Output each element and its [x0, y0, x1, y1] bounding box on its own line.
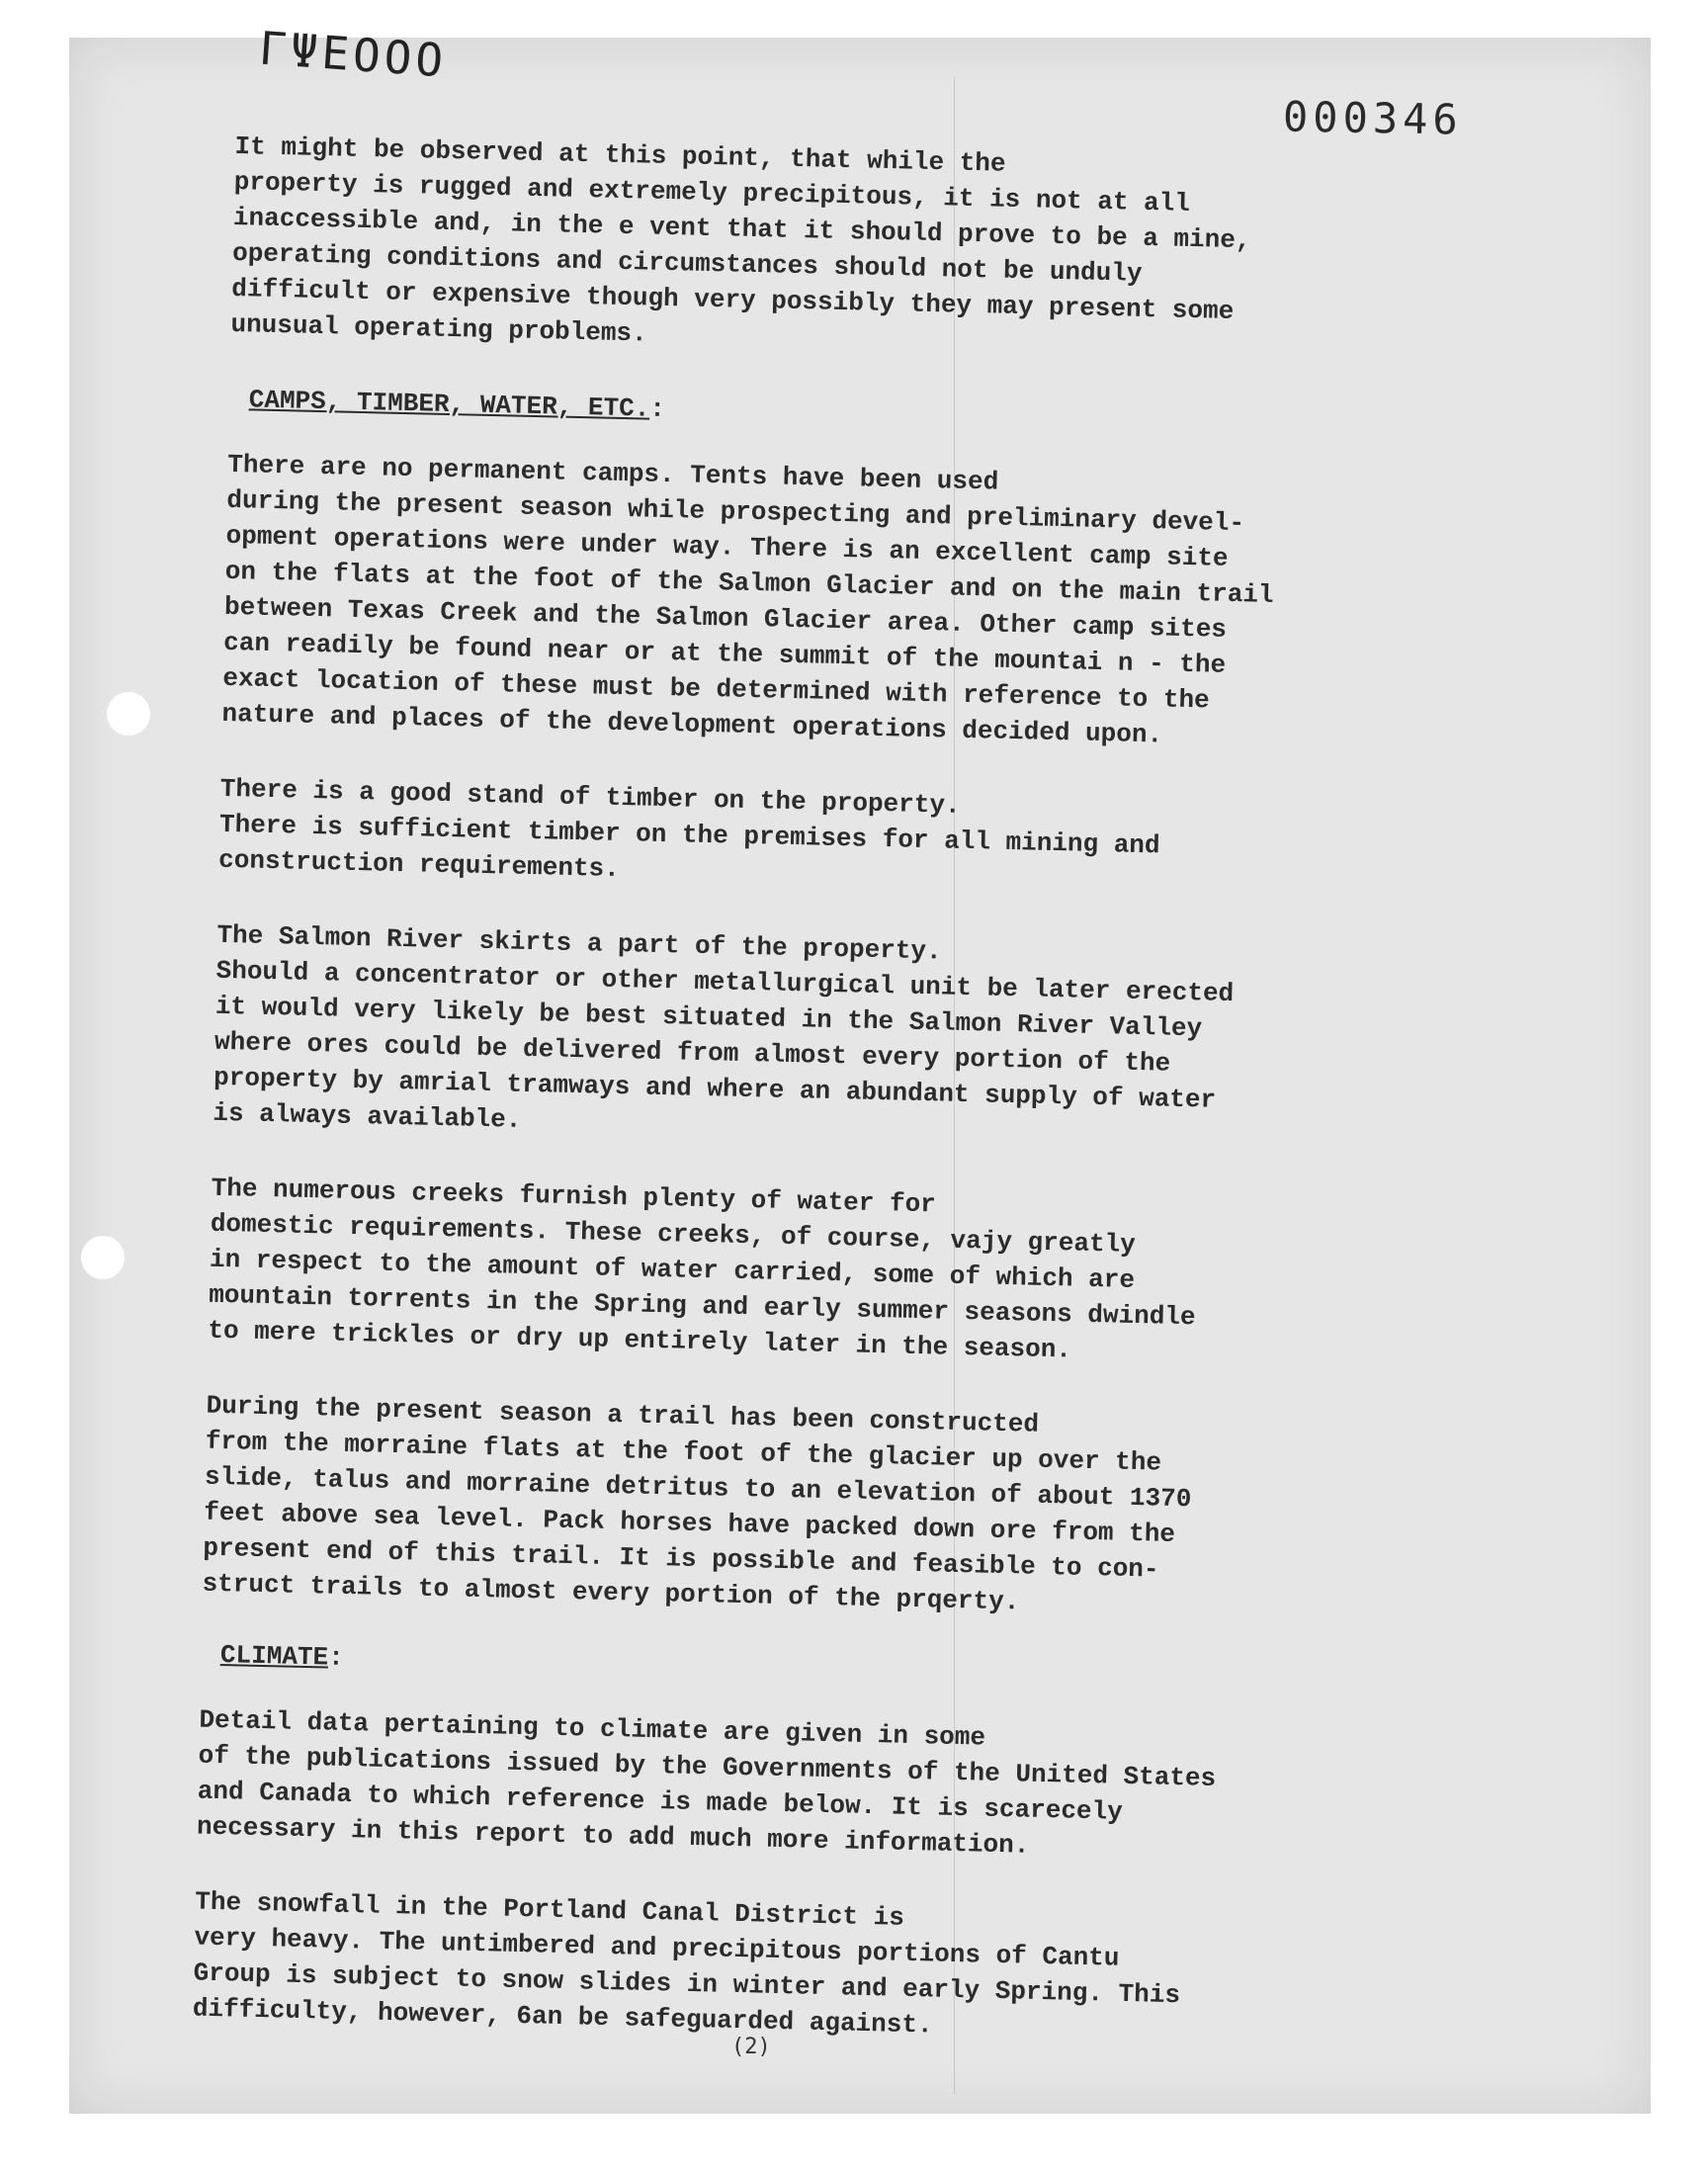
paragraph-trail: During the present season a trail has been constructed from the morraine flats at the foot of the glacier up over the slide, talus and morraine detritus to an elevation of about 1370 feet above sea level. Pack horses have packed down ore from the present end of this trail. It is possible and feasible to con- struct trails to almost every portion of the prqerty.	[202, 1390, 1192, 1617]
paragraph-snowfall: The snowfall in the Portland Canal District is very heavy. The untimbered and precipitous portions of Cantu Group is subject to snow slides in winter and early Spring. This difficulty, however, 6an be safeguarded against.	[192, 1886, 1181, 2041]
paragraph-accessibility: It might be observed at this point, that while the property is rugged and extremely precipitous, it is not at all inaccessible and, in the e vent that it should prove to be a mine, operating conditions and circumstances should not be unduly difficult or expensive though very possibly they may present some unusual operating problems.	[230, 130, 1251, 349]
paragraph-salmon-river: The Salmon River skirts a part of the property. Should a concentrator or other metallurgical unit be later erected it would very likely be best situated in the Salmon River Valley where ores could be delivered from almost every portion of the property by amrial tramways and where an abundant supply of water is always available.	[213, 919, 1235, 1135]
paragraph-camps: There are no permanent camps. Tents have been used during the present season while prospecting and preliminary devel- opment operations were under way. There is an excellent camp site on the flats at the foot of the Salmon Glacier and on the main trail between Texas Creek and the Salmon Glacier area. Other camp sites can readily be found near or at the summit of the mountai n - the exact location of these must be determined with reference to the nature and places of the development operations decided upon.	[221, 449, 1274, 750]
heading-camps-text: CAMPS, TIMBER, WATER, ETC.	[248, 385, 650, 424]
heading-climate-text: CLIMATE	[219, 1640, 329, 1673]
heading-camps-colon: :	[649, 393, 666, 424]
document-body	[192, 129, 1421, 2093]
heading-climate	[220, 1637, 1388, 1699]
heading-climate-colon: :	[327, 1642, 345, 1673]
punch-hole-upper	[107, 692, 150, 736]
paragraph-creeks: The numerous creeks furnish plenty of water for domestic requirements. These creeks, of course, vajy greatly in respect to the amount of water carried, some of which are mountain torrents in the Spring and early summer seasons dwindle to mere trickles or dry up entirely later in the season.	[208, 1173, 1196, 1365]
page-number: (2)	[731, 2035, 771, 2059]
top-left-stamp: ΓΨΕΟΟΟ	[257, 21, 449, 88]
document-number: 000346	[1282, 92, 1464, 144]
paragraph-climate: Detail data pertaining to climate are given in some of the publications issued by the Governments of the United States and Canada to which reference is made below. It is scarecely necessary in this report to add much more information.	[196, 1704, 1217, 1861]
paragraph-timber: There is a good stand of timber on the property. There is sufficient timber on the premises for all mining and construction requirements.	[217, 773, 1160, 885]
heading-camps	[248, 382, 1415, 444]
punch-hole-lower	[81, 1236, 125, 1279]
